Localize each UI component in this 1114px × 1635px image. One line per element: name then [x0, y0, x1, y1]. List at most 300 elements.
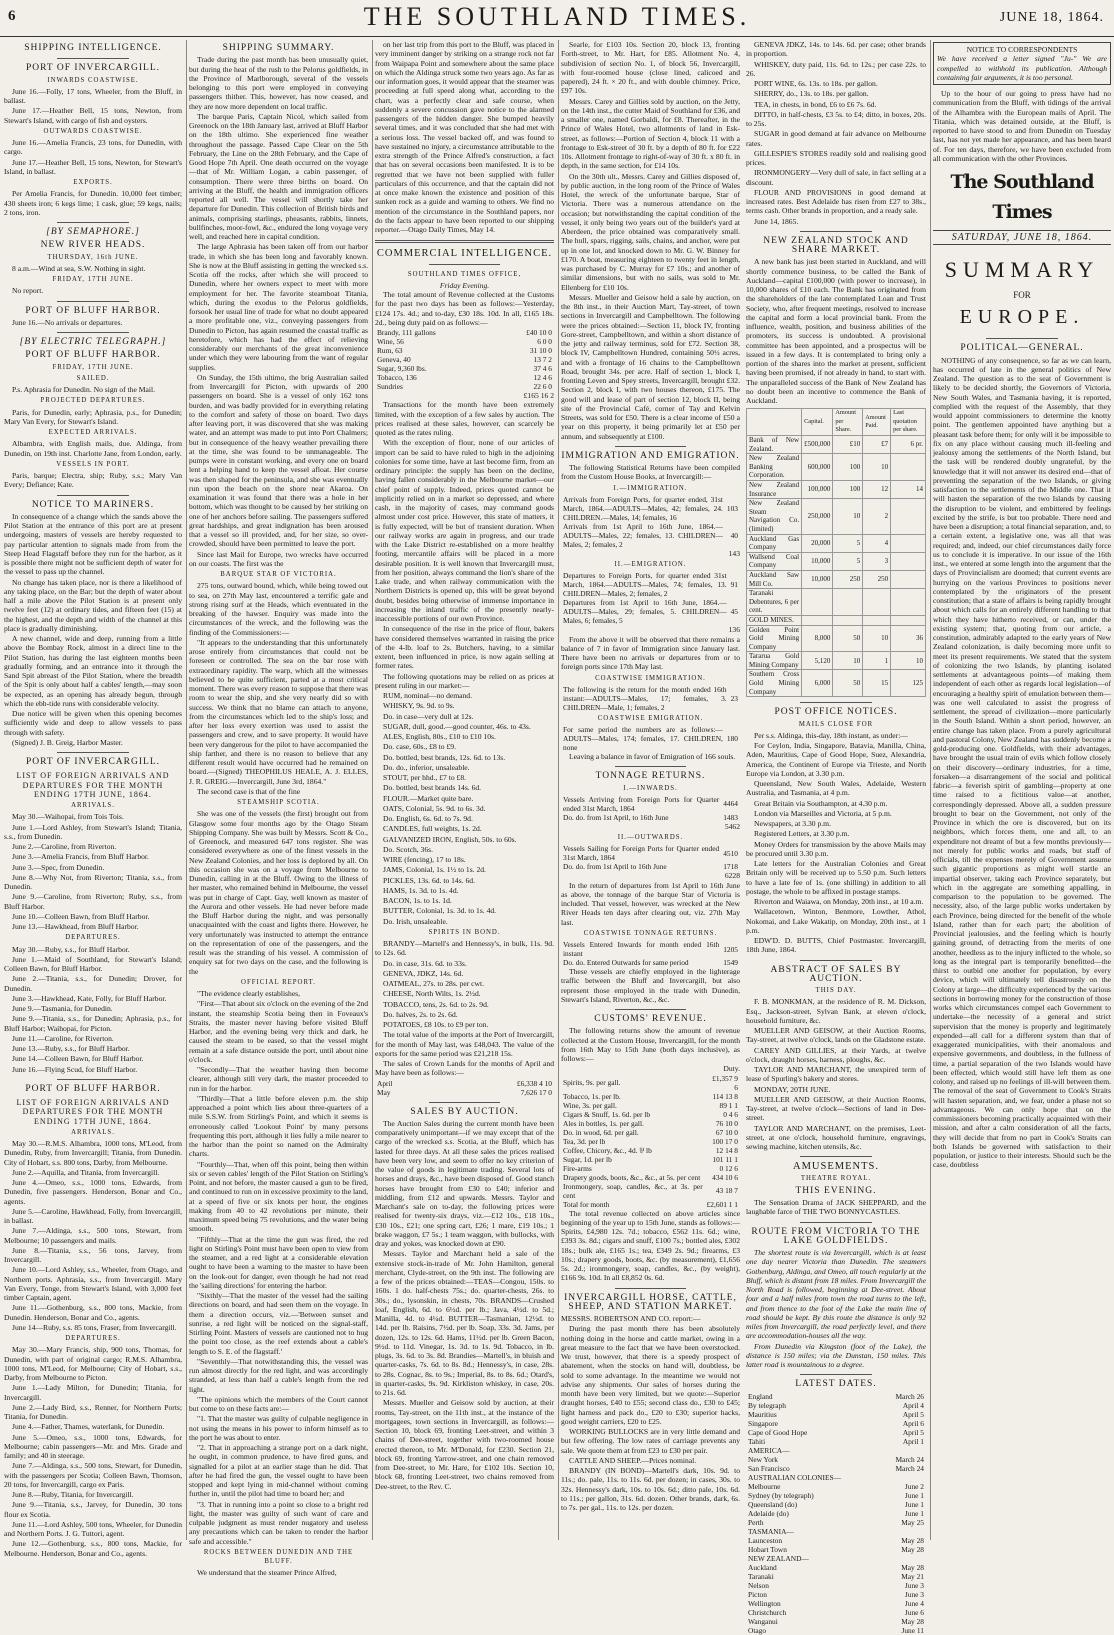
subheading: THIS DAY. — [815, 987, 857, 994]
row-label: Wellington — [748, 1598, 781, 1608]
table-cell: 1 — [863, 652, 891, 670]
table-row — [747, 625, 926, 652]
divider — [800, 1222, 872, 1223]
row-value — [881, 1473, 926, 1482]
table-row — [561, 1092, 740, 1101]
subheading: II.—OUTWARDS. — [617, 834, 684, 841]
list-item: June 8.—Why Not, from Riverton; Titania, s.s., from Dunedin. — [4, 872, 182, 891]
price-item: FLOUR.—Market quite bare. — [383, 793, 474, 803]
row-value: 4510 — [723, 848, 738, 858]
price-item: ALES, English, 80s., £10 to £10 10s. — [383, 732, 496, 741]
list-item: June 1.—Lord Ashley, from Stewart's Island; Titania, s.s., from Dunedin. — [4, 822, 182, 841]
divider — [800, 960, 872, 961]
table-row — [375, 1088, 554, 1097]
table-row — [375, 328, 554, 337]
auction-item: F. B. MONKMAN, at the residence of R. M. Dickson, Esq., Jackson-street, Sylvan Bank, at eleven o'clock, household furniture, &c. — [746, 997, 926, 1025]
table-row — [746, 1437, 926, 1446]
table-cell: Auckland Saw Mill Co. — [747, 570, 802, 588]
list-item: June 2.—Caroline, from Riverton. — [12, 842, 117, 851]
shipping-summary-heading: SHIPPING SUMMARY. — [222, 43, 335, 53]
table-cell: £10 — [833, 436, 863, 454]
notice-paragraph: In consequence of a change which the sands above the Pilot Station at the entrance of this port are at present undergoing, masters of vessels are hereby requested to pay particular attention to signals made from from the Steep Head Flagstaff before they run for the harbor, as it is possible there might not be sufficient depth of water for the vessel to pass up the channel. — [4, 511, 182, 577]
article-paragraph: Messrs. Taylor and Marchant held a sale of the extensive stock-in-trade of Mr. John Hamilton, general merchant, Clyde-street, on the 9th inst. The following are a few of the prices obtained:—TEAS—Congou, 150s. to 160s. 1 do. half-chests 75s.; do. quarter-chests, 26s. to 30s.; do., lysonskin, in chests, 70s. BRANDS—Crushed loaf, English, 6d. to 6½d. per lb.; Java, 4½d. to 5d.; Manilla, 4d. to 4¼d. BUTTER—Tasmanian, 12½d. to 14d. per lb. Raisins, 7½d. per lb. Soap, 33s. 3d. Jams, per dozen, 12s. to 12s. 6d. Hams, 11½d. per lb. Green Bacon, 9½d. to 11d. Vinegar, 1s. 3d. to 1s. 9d. Tobacco, in lb. plugs, 3s. 6d. to 3s. 8d. Brandies—Martell's, in bluish and quarter-casks, 7s. 6d. to 8s. 8d.; Hennessy's, in case, 28s. to 28s. Cognac, 8s. to 9s.; Imperial, 8s. to 8s. 6d.; Otard's, in quarter-casks, 9s. 9d. Kirkliston whiskey, in case, 20s. to 21s. 6d. — [375, 1249, 554, 1397]
price-item: WHISKEY, duty paid, 11s. 6d. to 12s.; per case 22s. to 26. — [746, 59, 926, 78]
row-label: Wine, 3s. per gall. — [563, 1100, 617, 1110]
semaphore-heading: [BY SEMAPHORE.] — [46, 227, 140, 237]
article-paragraph: "1. That the master was guilty of culpable negligence in not using the means in his power to inform himself as to the port he was about to enter. — [189, 1414, 368, 1442]
table-row — [746, 1617, 926, 1626]
notice-paragraph: Queensland, New South Wales, Adelaide, Western Australia, and Tasmania, at 4 p.m. — [746, 779, 926, 798]
subheading: DEPARTURES. — [65, 1335, 121, 1342]
row-label: Queensland (do) — [748, 1499, 798, 1509]
divider — [986, 338, 1057, 339]
table-row — [746, 1428, 926, 1437]
row-label: Tahiti — [748, 1436, 766, 1446]
auction-item: TAYLOR AND MARCHANT, the unexpired term of lease of Spurling's bakery and stores. — [746, 1065, 926, 1084]
article-body — [189, 581, 368, 796]
coast-tonnage-table — [561, 940, 740, 967]
port-heading: PORT OF INVERCARGILL. — [26, 63, 160, 74]
article-text: The total value of the imports at the Port of Invercargill, for the month of May last, was £48,043. The value of the exports for the same period was £21,218 15s. — [375, 1030, 554, 1058]
divider — [57, 1079, 128, 1080]
subheading: MAILS CLOSE FOR — [798, 720, 874, 728]
notice-paragraph: London via Marseilles and Victoria, at 5 p.m. — [754, 808, 892, 818]
table-cell: 8,000 — [802, 625, 833, 652]
divider — [800, 231, 872, 232]
row-text: For same period the numbers are as follows:—ADULTS—Males, 174; females, 17. CHILDREN, none — [563, 725, 723, 752]
table-cell: 5 — [833, 552, 863, 570]
list-item: June 13.—Ruby, s.s., for Bluff Harbor. — [12, 1044, 130, 1053]
auction-item: MUELLER AND GEISOW, at their Auction Rooms, Tay-street, at twelve o'clock—Sections of land in Dee-street. — [746, 1094, 926, 1123]
row-value: April 1 — [902, 1436, 924, 1446]
list-item: June 16.—Amelia Francis, 23 tons, for Dunedin, with cargo. — [4, 138, 182, 157]
price-item: GILLESPIE'S STORES readily sold and realising good prices. — [746, 148, 926, 167]
report-text: Albambra, with English mails, due. Aldinga, from Dunedin, on 19th inst. Charlotte Jane, from London, early. — [4, 439, 182, 458]
price-item: SHERRY, do., 13s. to 18s. per gallon. — [754, 89, 869, 99]
column-header: Capital. — [802, 409, 833, 436]
tonnage-out-table — [561, 844, 740, 871]
table-row — [375, 355, 554, 364]
table-row — [561, 844, 740, 862]
article-paragraph: "First—That about six o'clock on the evening of the 2nd instant, the steamship Scotia being then in Foveaux's Straits, the master never having before visited Bluff Harbor, and the evening being very thick and dark, he caused the steam to be eased, so that the vessel might remain at a safe distance outside the port, until about nine o'clock. — [189, 999, 368, 1064]
row-value: March 24 — [895, 1454, 924, 1464]
table-cell: 100 — [833, 481, 863, 499]
row-value: April 5 — [902, 1409, 924, 1419]
emigration-table — [561, 571, 740, 625]
table-cell: Golden Point Gold Mining Company — [747, 625, 802, 652]
arrivals-list — [4, 812, 182, 931]
article-paragraph: On Sunday, the 15th ultimo, the brig Australian sailed from Invercargill for Picton, with upwards of 200 passengers on board. She is a vessel of only 162 tons burden, and was badly provided for in everything relating to the comfort and safety of those on board. Two days after leaving port, it was discovered that she was making water, and an attempt was made to put into Port Chalmers; but in consequence of the heavy weather prevailing there at the time, she was found to be unmanageable. The pumps were in constant working, and every one on board lent a helping hand to keep the vessel afloat. Her course was then shaped for the peninsula, and she was eventually run upon the beach on the shore near Akaroa. On examination it was found that there was a hole in her bottom, which was thought to be caused by her striking on one of her anchors before sailing. The passengers suffered great hardships, and great indignation has been aroused that a vessel so ill provided, and, for her size, so over-crowded, should have been permitted to leave the port. — [189, 372, 368, 549]
departures-list — [4, 945, 182, 1074]
table-row — [561, 1110, 740, 1119]
list-item: June 1.—Maid of Southland, for Stewart's Island; Colleen Bawn, for Bluff Harbor. — [4, 954, 182, 973]
row-label: Brandy, 111 gallons — [377, 328, 436, 337]
row-label: Departures from 1st April to 16th June, 1864.—ADULTS—Males, 29; females, 5. CHILDREN—Males, 6; females, 5 — [563, 598, 727, 626]
list-heading: LIST OF FOREIGN ARRIVALS AND DEPARTURES FOR THE MONTH ENDING 17TH JUNE, 1864. — [16, 1098, 170, 1126]
port-heading: PORT OF BLUFF HARBOR. — [25, 350, 161, 361]
article-paragraph: A new bank has just been started in Auckland, and will shortly commence business, to be called the Bank of Auckland—capital £100,000 (with power to increase), in 10,000 shares of £10 each. The Bank has originated from the shareholders of the late contemplated Loan and Trust Society, who, after frequent meetings, resolved to increase the capital and form a local provincial bank. From the influence, wealth, position, and business abilities of the promoters, its success is undoubted. A provisional committee has been appointed, and a prospectus will be issued in a few days. It is contemplated to bring only a portion of the shares into the market at present, sufficient having been promised, if not already in hand, to start with. The unparalleled success of the Bank of New Zealand has no doubt been an incentive to commence the Bank of Auckland. — [746, 257, 926, 405]
table-row — [746, 1446, 926, 1455]
day-line: Friday Evening. — [439, 280, 490, 290]
subheading: SPIRITS IN BOND. — [428, 928, 501, 936]
price-item: GALVANIZED IRON, English, 50s. to 60s. — [383, 834, 517, 844]
article-body — [561, 40, 740, 441]
table-cell: 6 pr. — [891, 436, 926, 454]
market-heading: INVERCARGILL HORSE, CATTLE, SHEEP, AND STATION MARKET. — [564, 1292, 737, 1312]
price-item: BACON, 1s. to 1s. 1d. — [383, 896, 452, 905]
notice-text: We have received a letter signed "Ju-" We are compelled to withhold its publication. Although containing fair arguments, it is too personal. — [937, 54, 1107, 82]
column-header — [747, 409, 802, 436]
row-label: Perth — [748, 1517, 764, 1527]
revenue-table — [561, 1074, 740, 1200]
table-cell: New Zealand Steam Navigation Co. (limited) — [747, 499, 802, 534]
list-item: June 9.—Tasmania, for Dunedin. — [12, 1004, 113, 1013]
row-label: Wine, 56 — [377, 337, 404, 346]
newspaper-title: THE SOUTHLAND TIMES. — [363, 2, 751, 31]
article-text: These vessels are chiefly employed in the lighterage traffic between the Bluff and Invercargill, but also represent those employed in the trade with Dunedin, Stewart's Island, Riverton, &c., &c. — [561, 967, 740, 1004]
table-cell: Bank of New Zealand. — [747, 436, 802, 454]
table-row — [561, 1164, 740, 1173]
table-row — [561, 940, 740, 958]
subheading: I.—INWARDS. — [623, 784, 678, 792]
row-value: 100 17 0 — [712, 1136, 738, 1146]
report-text: 8 a.m.—Wind at sea, S.W. Nothing in sight. — [12, 263, 146, 273]
list-item: June 3.—Spec, from Dunedin. — [12, 862, 105, 872]
table-cell: Southern Cross Gold Mining Company — [747, 670, 802, 697]
row-label: Fire-arms — [563, 1163, 592, 1173]
row-label: Picton — [748, 1589, 767, 1599]
table-cell: 36 — [891, 625, 926, 652]
article-paragraph: With the exception of flour, none of our articles of import can be said to have ruled to high in the adjoining colonies for some time, have at last become firm, from an ordinary principle: the supply has been on the decline, having fallen considerably in the Melbourne market—our chief point of supply. Indeed, prices quoted cannot be implicitly relied on in a market so depressed, and where cash, in the majority of cases, may command goods almost under cost price. However, this state of matters, it is fully expected, will be but of transient duration. When our railway works are again in progress, and our trade with the Lake District re-established on a more healthy footing, mercantile affairs will be placed in a more desirable position. It is well known that Invercargill must, from her position, always command the lion's share of the Lake trade, and when railway communication with the Northern Districts is opened up, this will be great beyond doubt, besides being otherwise of immense importance in increasing the inland traffic of the presently nearly-inaccessible portions of our own Province. — [375, 438, 554, 623]
exports-text: Per Amelia Francis, for Dunedin. 10,000 feet timber; 430 sheets iron; 6 kegs lime; 1 cask, glue; 59 kegs, nails; 2 tons, iron. — [4, 189, 182, 217]
row-label: San Francisco — [748, 1463, 790, 1473]
article-paragraph: WORKING BULLOCKS are in very little demand and but few offering. The low rates of carriage prevents any sale. We quote them at from £23 to £30 per pair. — [561, 1427, 740, 1455]
table-row — [746, 1527, 926, 1536]
table-cell — [863, 615, 891, 625]
table-cell: 6,000 — [802, 670, 833, 697]
article-body — [189, 989, 368, 1546]
table-row — [561, 1155, 740, 1164]
total-label: Total for month — [563, 1199, 610, 1209]
table-cell: Wallsend Coal Company — [747, 552, 802, 570]
row-value: 45 — [730, 607, 738, 617]
subheading: EXPECTED ARRIVALS. — [48, 429, 138, 436]
table-row — [747, 652, 926, 670]
row-label: Rum, 63 — [377, 346, 403, 355]
table-cell: 125 — [891, 670, 926, 697]
row-value: 91 — [730, 580, 738, 590]
divider — [615, 1009, 687, 1010]
row-value: June 3 — [904, 1580, 924, 1590]
table-row — [375, 373, 554, 382]
office-line: SOUTHLAND TIMES OFFICE, — [407, 270, 522, 278]
notice-heading: NOTICE TO CORRESPONDENTS — [966, 45, 1078, 54]
divider — [615, 1288, 687, 1289]
theatre-name: THEATRE ROYAL. — [800, 1174, 872, 1182]
price-item: June 14, 1865. — [754, 216, 799, 226]
row-label: Otago — [748, 1625, 767, 1635]
article-body — [375, 1119, 554, 1491]
notice-paragraph: Per s.s. Aldinga, this-day, 18th instant, as under:— — [754, 730, 908, 740]
row-value: £40 10 0 — [526, 328, 552, 337]
row-value: 4464 — [723, 799, 738, 809]
row-value: June 3 — [904, 1589, 924, 1599]
row-value: May 21 — [901, 1571, 924, 1581]
table-cell: 3 — [863, 552, 891, 570]
row-label: Tobacco, 1s. per lb. — [563, 1091, 621, 1101]
row-value: June 1 — [904, 1490, 924, 1500]
port-heading: PORT OF INVERCARGILL. — [26, 757, 160, 767]
article-paragraph: "Seventhly—That notwithstanding this, the vessel was run almost directly for the red light, and was accordingly stranded, at less than half a cable's length from the red light. — [189, 1356, 368, 1394]
list-item: June 13.—Hawkhead, from Bluff Harbor. — [12, 922, 139, 931]
row-label: Cape of Good Hope — [748, 1427, 808, 1437]
price-item: CHEESE, North Wilts, 1s. 2½d. — [383, 989, 481, 999]
row-value: 101 11 1 — [712, 1154, 738, 1164]
route-heading: ROUTE FROM VICTORIA TO THE LAKE GOLDFIELDS. — [751, 1226, 921, 1246]
row-value: June 1 — [904, 1508, 924, 1518]
row-value: 6 0 0 — [537, 337, 552, 346]
immigration-total: 143 — [728, 548, 740, 558]
price-item: BRANDY—Martell's and Hennessy's, in bulk, 11s. 9d. to 12s. 6d. — [375, 939, 554, 958]
article-text: The following returns show the amount of revenue collected at the Custom House, Invercargill, for the month from 16th May to 15th June (both days inclusive), as follows:— — [561, 1026, 740, 1063]
price-list — [375, 691, 554, 926]
price-item: Do. case, 60s., £8 to £9. — [383, 742, 456, 752]
table-cell: 4 — [863, 534, 891, 552]
notice-paragraph: No change has taken place, nor is there a likelihood of any taking place, on the Bar; but the depth of water about half a mile above the Pilot Station is at present only twelve feet (12) at ordinary tides, and fifteen feet (15) at the highest, and the depth and width of the channel at this place is gradually diminishing. — [4, 577, 182, 633]
table-row — [746, 1464, 926, 1473]
market-byline: MESSRS. ROBERTSON AND CO. report:— — [561, 1314, 701, 1323]
row-label: NEW ZEALAND— — [748, 1553, 809, 1563]
table-row — [746, 1599, 926, 1608]
divider — [429, 1102, 501, 1103]
row-value: March 24 — [895, 1463, 924, 1473]
tonnage-in-table — [561, 795, 740, 822]
subheading: OFFICIAL REPORT. — [241, 978, 316, 986]
row-value: June 1 — [904, 1499, 924, 1509]
paper-date: SATURDAY, JUNE 18, 1864. — [933, 230, 1111, 245]
table-cell — [802, 615, 833, 625]
table-cell — [802, 589, 833, 616]
list-item: June 9.—Titania, s.s., for Dunedin; Aphrasia, p.s., for Bluff Harbor; Waihopai, for Picton. — [4, 1014, 182, 1033]
table-cell: 50 — [833, 625, 863, 652]
table-row — [747, 436, 926, 454]
post-office-heading: POST OFFICE NOTICES. — [774, 707, 898, 718]
article-paragraph: The Sensation Drama of JACK SHEPPARD, and the laughable farce of THE TWO BONNYCASTLES. — [746, 1198, 926, 1217]
price-item: Do. halves, 2s. to 2s. 6d. — [383, 1009, 458, 1019]
arrivals-list — [4, 1139, 182, 1332]
list-item: June 16.—Folly, 17 tons, Wheeler, from the Bluff, in ballast. — [4, 86, 182, 105]
list-item: June 5.—Caroline, Hawkhead, Folly, from Invercargill, in ballast. — [4, 1206, 182, 1225]
article-paragraph: CATTLE AND SHEEP.—Prices nominal. — [569, 1455, 697, 1465]
masthead — [0, 0, 1114, 37]
report-text: June 16.—No arrivals or departures. — [12, 317, 123, 327]
column-4 — [558, 40, 742, 1540]
table-cell: 5 — [833, 534, 863, 552]
list-item: June 5.—Omeo, s.s., 1000 tons, Edwards, for Melbourne; cabin passengers—Mr. and Mrs. Grade and family; and 40 in steerage. — [4, 1432, 182, 1460]
table-cell: Tararua Gold Mining Company — [747, 652, 802, 670]
price-item: STOUT, per hhd., £7 to £8. — [383, 773, 467, 782]
row-value: May 25 — [901, 1517, 924, 1527]
list-item: June 17.—Heather Bell, 15 tons, Newton, for Stewart's Island, in ballast. — [4, 157, 182, 176]
row-value: 1549 — [723, 958, 738, 967]
table-cell: 50 — [833, 670, 863, 697]
row-label: Christchurch — [748, 1607, 787, 1617]
subheading: EXPORTS. — [73, 179, 113, 186]
notice-paragraph: Riverton and Waiawa, on Monday, 20th inst., at 10 a.m. — [754, 897, 924, 906]
list-item: May 30.—Waihopai, from Tois Tois. — [12, 812, 124, 822]
table-row — [561, 1173, 740, 1182]
column-3 — [372, 40, 556, 1540]
price-item: SUGAR in good demand at fair advance on Melbourne rates. — [746, 129, 926, 148]
row-value: 12 14 8 — [715, 1145, 738, 1155]
table-cell — [891, 570, 926, 588]
table-row — [561, 598, 740, 625]
table-row — [746, 1563, 926, 1572]
subheading: ARRIVALS. — [71, 1128, 115, 1136]
divider — [800, 702, 872, 703]
article-paragraph: Up to the hour of our going to press have had no communication from the Bluff, with tidings of the arrival of the Alhambra with the European mails of April. The Titania, which was detained outside, at the Bluff, is reported to have stood to and from Dunedin on Tuesday last, has not yet made her appearance, and has been heard of. For ten days, therefore, we have been excluded from all communication with the other Provinces. — [933, 89, 1111, 163]
list-item: June 2.—Titania, s.s., for Dunedin; Drover, for Dunedin. — [4, 974, 182, 993]
price-item: OATS, Colonial, 5s. 9d. to 6s. 3d. — [383, 803, 486, 813]
row-value: 1483 — [723, 812, 738, 822]
table-cell: 10 — [863, 454, 891, 481]
table-cell: 250 — [863, 570, 891, 588]
table-row — [747, 615, 926, 625]
row-value: May 28 — [901, 1562, 924, 1572]
table-row — [746, 1518, 926, 1527]
article-paragraph: The Auction Sales during the current month have been comparatively unimportant—if we may except that of the cargo of the wrecked s.s. Scotia, at the Bluff, which has lasted for three days. At all these sales the prices realised have been very low, and seem to offer no key criterion of the value of goods in legitimate trading. Several lots of horses and drays, &c., have been disposed of. Good stanch horses have brought from £30 to £40; inferior and middling, from £12 and upwards. Messrs. Taylor and Marchant's sale on to-day, the following prices were realised for twenty-six drays, viz.—£12 10s., £18 10s., £30 10s., £21; one spring cart, £26; 1 mare, £19 10s.; 1 brake waggon, £7 5s.; 1 team waggon, with bullocks, with dray and yokes, was knocked down at £90. — [375, 1118, 554, 1248]
price-item: JAMS, Colonial, 1s. 1½ to 1s. 2d. — [383, 865, 486, 875]
article-paragraph: Trade during the past month has been unusually quiet, but during the heat of the rush to the Pelorus goldfields, in the Province of Marlborough, several of the vessels belonging to this port were employed in conveying passengers thither. This, however, has now ceased, and they are now more dependent on local traffic. — [189, 55, 368, 111]
row-label: Vessels Arriving from Foreign Ports for Quarter ended 31st March, 1864 — [563, 794, 720, 813]
table-cell — [891, 615, 926, 625]
article-paragraph: "The opinions which the members of the Court cannot but come to on these facts are:— — [189, 1394, 368, 1413]
row-label: Ironmongery, soap, candles, &c., at 3s. per cent — [563, 1181, 703, 1200]
list-item: June 9.—Caroline, from Riverton; Ruby, s.s., from Bluff Harbor. — [4, 892, 182, 911]
immigration-table — [561, 495, 740, 549]
row-value: 103 — [726, 503, 738, 513]
row-label: Do. do. Entered Outwards for same period — [563, 958, 689, 967]
list-item: June 10.—Colleen Bawn, from Bluff Harbor. — [12, 911, 150, 921]
subheading: ROCKS BETWEEN DUNEDIN AND THE BLUFF. — [203, 1548, 354, 1565]
table-row — [746, 1419, 926, 1428]
price-item: WHISKY, 9s. 9d. to 9s. — [383, 701, 455, 711]
notice-paragraph: Great Britain via Southampton, at 4.30 p.m. — [754, 798, 888, 808]
article-paragraph: "It appears to the understanding that this unfortunately arose entirely from circumstances that could not be foreseen or controlled. The sea on the bar rose with extraordinary rapidity. The warp, which all the witnesses believed to be quite sufficient, parted at a most critical moment. There was every reason to suppose that there was room to wear the ship, and she very nearly did so with success. We think that no blame can attach to anyone, from the circumstances which led to the ship's loss; and after her loss every exertion was used to assist the passengers and crew, and to save property. It would have been very dangerous for the pilot to have accompanied the ship farther, and there is no reason to believe that any different result would have occurred had he remained on board.—(Signed) THEOPHILUS HEALE, A. J. ELLES, J. R. GREIG.—Invercargill, June 3rd, 1864." — [189, 637, 368, 786]
row-label: Taranaki — [748, 1571, 774, 1581]
latest-dates-heading: LATEST DATES. — [795, 1379, 877, 1390]
table-row — [746, 1554, 926, 1563]
row-label: April — [377, 1078, 393, 1088]
notice-paragraph: For Ceylon, India, Singapore, Batavia, Manilla, China, Aden, Mauritius, Cape of Good Hope, Suez, Alexandria, America, the Continent of Europe via Trieste, and North Europe via London, at 3.30 p.m. — [746, 741, 926, 778]
crown-table — [375, 1079, 554, 1097]
table-cell — [833, 615, 863, 625]
notice-paragraph: EDW'D. D. BUTTS, Chief Postmaster. Invercargill, 18th June, 1864. — [746, 936, 926, 955]
date-line: THURSDAY, 16th JUNE. — [47, 253, 139, 261]
price-item: Do. bottled, best brands, 12s. 6d. to 13s. — [383, 752, 506, 762]
table-row — [746, 1491, 926, 1500]
price-item: GENEVA, JDKZ, 14s. 6d. — [383, 968, 464, 978]
table-cell — [891, 499, 926, 534]
row-label: Launceston — [748, 1535, 783, 1545]
notice-paragraph: Late letters for the Australian Colonies and Great Britain only will be received up to 5.50 p.m. Such letters to have a late fee of 1s. (one shilling) in addition to all postage, the whole to be affixed in postage stamps. — [746, 859, 926, 896]
row-value: 31 10 0 — [529, 346, 552, 355]
table-cell: 100 — [833, 454, 863, 481]
summary-europe: EUROPE. — [959, 306, 1085, 329]
table-row — [746, 1581, 926, 1590]
row-label: May — [377, 1087, 391, 1097]
table-row — [746, 1392, 926, 1401]
row-label: Tobacco, 136 — [377, 373, 417, 382]
stock-market-heading: NEW ZEALAND STOCK AND SHARE MARKET. — [763, 235, 909, 255]
list-item: June 3.—Amelia Francis, from Bluff Harbor. — [12, 852, 149, 862]
row-label: AMERICA— — [748, 1445, 790, 1455]
column-2 — [186, 40, 370, 1578]
row-value: May 28 — [901, 1544, 924, 1554]
article-body — [375, 400, 554, 690]
article-text: In the return of departures from 1st April to 16th June as above, the tonnage of the barque Star of Victoria is included. That vessel, however, was wrecked at the New River Heads ten days after clearing out, viz. 27th May last. — [561, 880, 740, 927]
row-label: Departures to Foreign Ports, for quarter ended 31st March, 1864.—ADULTS—Males, 74; females, 13. CHILDREN—Males, 2; females, 2 — [563, 571, 727, 599]
column-1 — [2, 40, 184, 1558]
list-item: June 11.—Gothenburg, s.s., 800 tons, Mackie, from Dunedin. Henderson, Bonar and Co., agents. — [4, 1303, 182, 1322]
article-paragraph: Messrs. Mueller and Geisow sold by auction, at their rooms, Tay-street, on the 11th inst., at the instance of the mortgagees, town sections in Invercargill, as follows:—Section 10, block 69, fronting Leet-street, and within 3 chains of Dee-street, together with two-roomed house erected thereon, to Mr. M'Donald, for £230. Section 21, block 69, fronting Yarrow-street, and one chain removed from Dee-street, to Mr. Hare, for £102 10s. Section 10, block 68, fronting Leet-street, two chains removed from Dee-street, to the Rev. C. — [375, 1398, 554, 1491]
divider — [800, 1374, 872, 1375]
list-item: June 2.—Aquilla, and Titania, from Invercargill. — [12, 1167, 160, 1177]
table-cell: 10 — [833, 499, 863, 534]
amusements-heading: AMUSEMENTS. — [793, 1161, 879, 1173]
customs-heading: CUSTOMS' REVENUE. — [594, 1014, 707, 1024]
subheading: INWARDS COASTWISE. — [47, 76, 139, 84]
row-value: 13 7 2 — [533, 355, 552, 364]
table-row — [561, 1074, 740, 1092]
abstract-heading: ABSTRACT OF SALES BY AUCTION. — [770, 964, 902, 984]
row-value: 1718 — [723, 862, 738, 872]
column-5-right — [931, 40, 1113, 1540]
article-body — [375, 40, 554, 234]
column-header: Amount per Share. — [833, 409, 863, 436]
table-row — [561, 571, 740, 598]
price-item: PORT WINE, 6s. 13s. to 18s. per gallon. — [754, 79, 878, 88]
article-paragraph: Transactions for the month have been extremely limited, with the exception of a few sales by auction. The prices realised at these sales, however, can scarcely be quoted as the rates ruling. — [375, 400, 554, 437]
table-row — [561, 958, 740, 967]
table-row — [375, 346, 554, 355]
price-item: CANDLES, full weights, 1s. 2d. — [383, 824, 482, 834]
paper-title: The Southland Times — [950, 171, 1094, 223]
date-line: FRIDAY, 17TH JUNE. — [52, 363, 134, 371]
table-row — [375, 382, 554, 391]
row-label: Arrivals from 1st April to 16th June, 1864.—ADULTS—Males, 22; females, 13. CHILDREN—Males, 2; females, 2 — [563, 521, 723, 549]
divider — [615, 446, 687, 447]
table-row — [746, 1455, 926, 1464]
subheading: COASTWISE IMMIGRATION. — [595, 674, 706, 682]
subheading: ARRIVALS. — [71, 802, 115, 809]
row-value: 12 4 6 — [533, 373, 552, 382]
list-item: May 30.—Mary Francis, ship, 900 tons, Thomas, for Dunedin, with part of original cargo; R.M.S. Alhambra, 1000 tons, M'Leod, for Melbourne; City of Hobart, s.s., Darby, from Melbourne to Picton. — [4, 1345, 182, 1382]
row-value: £6,338 4 10 — [516, 1078, 552, 1088]
article-paragraph: "The evidence clearly establishes, — [197, 989, 301, 998]
table-row — [561, 1146, 740, 1155]
article-body — [189, 809, 368, 976]
row-label: Vessels Sailing for Foreign Ports for Quarter ended 31st March, 1864 — [563, 844, 720, 863]
article-text: The total amount of Revenue collected at the Customs for the past two days has been as follows:—Yesterday, £124 17s. 4d.; and to-day, £30 18s. 10d. In all, £165 18s. 2d., being duty paid on as follows:— — [375, 290, 554, 327]
immigration-heading: IMMIGRATION AND EMIGRATION. — [561, 450, 740, 461]
article-paragraph: The barque Paris, Captain Nicol, which sailed from Greenock on the 18th January last, arrived at Bluff Harbor on the 18th ultimo. She experienced fine weather throughout the passage. Passed Cape Clear on the 5th February, the Line on the 28th February, and the Cape of Good Hope 7th April. One death occurred on the voyage—that of Mr. William Logan, a cabin passenger, of consumption. There were three births on board. On arriving at the Bluff, the health and immigration officers reported all well. The vessel will shortly take her departure for Dunedin. This collection of British birds and animals, comprising starlings, pheasants, rabbits, linnets, bullfinches, moor-fowl, &c., endured the long voyage very well, and reached here in capital condition. — [189, 111, 368, 241]
price-item: SUGAR, dull, good.—good counter, 46s. to 43s. — [383, 721, 531, 731]
revenue-total-table — [561, 1200, 740, 1209]
table-row — [746, 1536, 926, 1545]
list-item: June 11.—Caroline, for Riverton. — [12, 1033, 114, 1043]
price-item: Do. English, 6s. 6d. to 7s. 9d. — [383, 814, 473, 823]
